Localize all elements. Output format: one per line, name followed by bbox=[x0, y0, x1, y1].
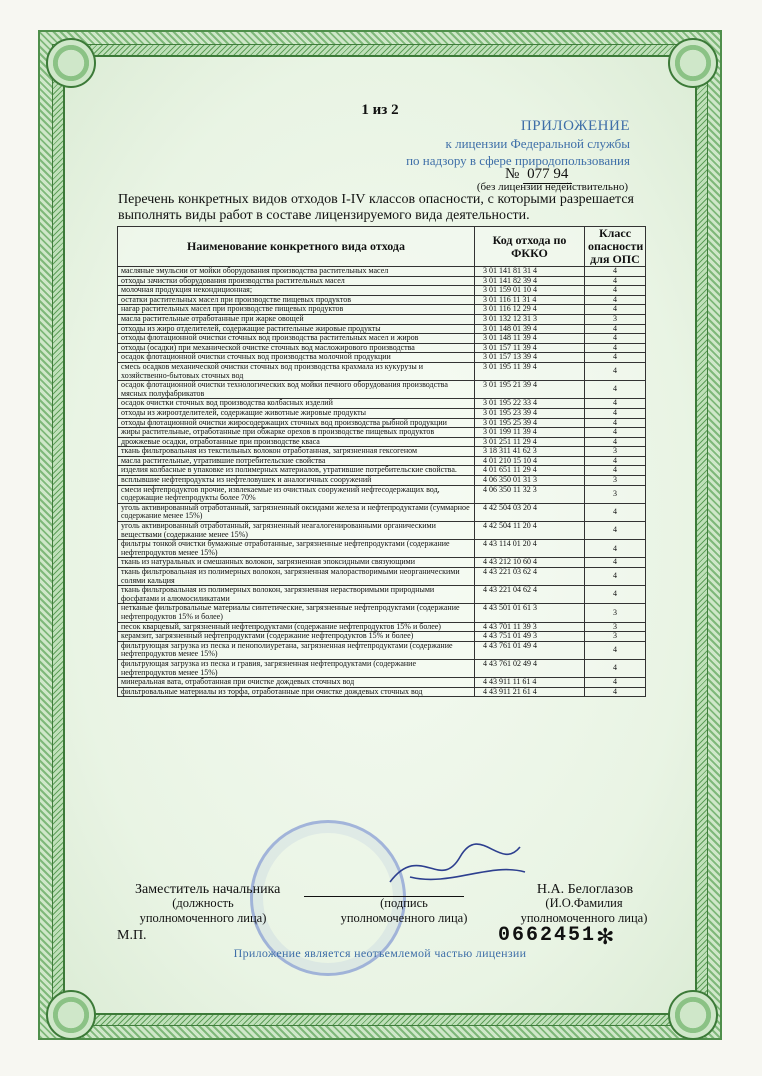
table-row bbox=[118, 641, 646, 659]
table-row bbox=[118, 659, 646, 677]
waste-code: 4 01 651 11 29 4 bbox=[475, 466, 585, 476]
number-sign: № bbox=[505, 166, 520, 182]
waste-code: 3 01 141 81 31 4 bbox=[475, 267, 585, 277]
table-row bbox=[118, 399, 646, 409]
name-caption bbox=[514, 896, 654, 926]
appendix-line-1: к лицензии Федеральной службы bbox=[445, 136, 630, 151]
table-row bbox=[118, 286, 646, 296]
waste-name: нетканые фильтровальные материалы синтетические, загрязненные нефтепродуктами (содержание нефтепродуктов 15% и более) bbox=[118, 604, 475, 622]
waste-code: 3 01 195 11 39 4 bbox=[475, 362, 585, 380]
table-row bbox=[118, 687, 646, 697]
waste-code: 4 43 761 01 49 4 bbox=[475, 641, 585, 659]
waste-name: масла растительные отработанные при жарке овощей bbox=[118, 314, 475, 324]
waste-code: 4 43 501 01 61 3 bbox=[475, 604, 585, 622]
table-body bbox=[118, 267, 646, 697]
column-header-code: Код отхода по ФККО bbox=[475, 227, 585, 267]
waste-code: 3 01 251 11 29 4 bbox=[475, 437, 585, 447]
page-number: 1 из 2 bbox=[361, 102, 399, 118]
waste-name: остатки растительных масел при производстве пищевых продуктов bbox=[118, 295, 475, 305]
hazard-class: 4 bbox=[585, 522, 646, 540]
waste-code: 4 43 911 11 61 4 bbox=[475, 678, 585, 688]
waste-name: всплывшие нефтепродукты из нефтеловушек и аналогичных сооружений bbox=[118, 476, 475, 486]
waste-name: нагар растительных масел при производстве пищевых продуктов bbox=[118, 305, 475, 315]
waste-name: осадок очистки сточных вод производства колбасных изделий bbox=[118, 399, 475, 409]
waste-code: 4 43 221 03 62 4 bbox=[475, 568, 585, 586]
hazard-class: 4 bbox=[585, 295, 646, 305]
waste-code: 4 42 504 03 20 4 bbox=[475, 503, 585, 521]
waste-code: 4 43 212 10 60 4 bbox=[475, 558, 585, 568]
signature-caption-1: (подпись bbox=[380, 896, 428, 910]
waste-code: 3 01 195 25 39 4 bbox=[475, 418, 585, 428]
hazard-class: 4 bbox=[585, 399, 646, 409]
footer-note: Приложение является неотъемлемой частью лицензии bbox=[233, 946, 527, 960]
waste-code: 4 06 350 11 32 3 bbox=[475, 485, 585, 503]
table-row bbox=[118, 540, 646, 558]
hazard-class: 4 bbox=[585, 353, 646, 363]
table-row bbox=[118, 586, 646, 604]
waste-code: 3 01 141 82 39 4 bbox=[475, 276, 585, 286]
waste-name: уголь активированный отработанный, загрязненный неагалогенированными органическими веществами (содержание менее 15%) bbox=[118, 522, 475, 540]
hazard-class: 4 bbox=[585, 586, 646, 604]
hazard-class: 3 bbox=[585, 622, 646, 632]
waste-name: фильтры тонкой очистки бумажные отработанные, загрязненные нефтепродуктами (содержание нефтепродуктов менее 15%) bbox=[118, 540, 475, 558]
waste-name: дрожжевые осадки, отработанные при производстве кваса bbox=[118, 437, 475, 447]
table-row bbox=[118, 632, 646, 642]
waste-name: ткань из натуральных и смешанных волокон, загрязненная эпоксидными связующими bbox=[118, 558, 475, 568]
seal-place-label: М.П. bbox=[117, 928, 147, 943]
waste-name: изделия колбасные в упаковке из полимерных материалов, утратившие потребительские свойства. bbox=[118, 466, 475, 476]
hazard-class: 4 bbox=[585, 466, 646, 476]
hazard-class: 3 bbox=[585, 604, 646, 622]
table-row bbox=[118, 408, 646, 418]
license-note: (без лицензии недействительно) bbox=[476, 181, 628, 193]
waste-name: отходы флотационной очистки сточных вод производства растительных масел и жиров bbox=[118, 334, 475, 344]
appendix-line-2: по надзору в сфере природопользования bbox=[406, 153, 630, 168]
waste-name: смесь осадков механической очистки сточных вод производства крахмала из кукурузы и хозяйственно-бытовых сточных вод bbox=[118, 362, 475, 380]
table-row bbox=[118, 604, 646, 622]
hazard-class: 3 bbox=[585, 485, 646, 503]
hazard-class: 4 bbox=[585, 334, 646, 344]
waste-code: 3 01 157 11 39 4 bbox=[475, 343, 585, 353]
table-row bbox=[118, 522, 646, 540]
waste-code: 3 01 132 12 31 3 bbox=[475, 314, 585, 324]
position-caption-1: (должность bbox=[172, 896, 234, 910]
waste-code: 4 43 761 02 49 4 bbox=[475, 659, 585, 677]
waste-code: 4 43 701 11 39 3 bbox=[475, 622, 585, 632]
star-mark: ✻ bbox=[596, 924, 615, 949]
waste-code: 4 43 221 04 62 4 bbox=[475, 586, 585, 604]
hazard-class: 4 bbox=[585, 659, 646, 677]
appendix-title: ПРИЛОЖЕНИЕ bbox=[520, 118, 630, 134]
waste-code: 3 01 195 22 33 4 bbox=[475, 399, 585, 409]
waste-code: 3 01 159 01 10 4 bbox=[475, 286, 585, 296]
license-number: 077 94 bbox=[523, 166, 572, 184]
table-row bbox=[118, 353, 646, 363]
table-row bbox=[118, 381, 646, 399]
hazard-class: 4 bbox=[585, 324, 646, 334]
hazard-class: 4 bbox=[585, 276, 646, 286]
table-row bbox=[118, 568, 646, 586]
waste-name: ткань фильтровальная из полимерных волокон, загрязненная нерастворимыми природными фосфатами и алюмосиликатами bbox=[118, 586, 475, 604]
table-row bbox=[118, 485, 646, 503]
hazard-class: 4 bbox=[585, 418, 646, 428]
waste-name: молочная продукция некондиционная; bbox=[118, 286, 475, 296]
table-row bbox=[118, 476, 646, 486]
waste-name: ткань фильтровальная из текстильных волокон отработанная, загрязненная гексогеном bbox=[118, 447, 475, 457]
hazard-class: 4 bbox=[585, 568, 646, 586]
table-row bbox=[118, 314, 646, 324]
table-row bbox=[118, 267, 646, 277]
waste-name: масляные эмульсии от мойки оборудования производства растительных масел bbox=[118, 267, 475, 277]
table-row bbox=[118, 334, 646, 344]
waste-code: 3 01 199 11 39 4 bbox=[475, 428, 585, 438]
waste-name: керамзит, загрязненный нефтепродуктами (содержание нефтепродуктов 15% и более) bbox=[118, 632, 475, 642]
table-row bbox=[118, 503, 646, 521]
waste-code: 3 18 311 41 62 3 bbox=[475, 447, 585, 457]
appendix-header bbox=[330, 118, 630, 169]
waste-name: жиры растительные, отработанные при обжарке орехов в производстве пищевых продуктов bbox=[118, 428, 475, 438]
hazard-class: 3 bbox=[585, 632, 646, 642]
waste-name: ткань фильтровальная из полимерных волокон, загрязненная малорастворимыми неорганическими солями кальция bbox=[118, 568, 475, 586]
hazard-class: 4 bbox=[585, 428, 646, 438]
position-caption bbox=[128, 896, 278, 926]
waste-name: отходы зачистки оборудования производства растительных масел bbox=[118, 276, 475, 286]
name-caption-2: уполномоченного лица) bbox=[520, 911, 648, 925]
table-row bbox=[118, 678, 646, 688]
waste-code: 3 01 148 11 39 4 bbox=[475, 334, 585, 344]
table-header-row bbox=[118, 227, 646, 267]
waste-code: 3 01 157 13 39 4 bbox=[475, 353, 585, 363]
waste-name: уголь активированный отработанный, загрязненный оксидами железа и нефтепродуктами (суммарное содержание менее 15%) bbox=[118, 503, 475, 521]
waste-code: 3 01 116 12 29 4 bbox=[475, 305, 585, 315]
waste-name: фильтровальные материалы из торфа, отработанные при очистке дождевых сточных вод bbox=[118, 687, 475, 697]
hazard-class: 4 bbox=[585, 267, 646, 277]
position-caption-2: уполномоченного лица) bbox=[139, 911, 267, 925]
waste-name: фильтрующая загрузка из песка и гравия, загрязненная нефтепродуктами (содержание нефтепродуктов менее 15%) bbox=[118, 659, 475, 677]
waste-code: 4 43 751 01 49 3 bbox=[475, 632, 585, 642]
column-header-class: Класс опасности для ОПС bbox=[585, 227, 646, 267]
waste-code: 3 01 195 21 39 4 bbox=[475, 381, 585, 399]
waste-name: минеральная вата, отработанная при очистке дождевых сточных вод bbox=[118, 678, 475, 688]
waste-name: отходы из жиро отделителей, содержащие растительные жировые продукты bbox=[118, 324, 475, 334]
hazard-class: 4 bbox=[585, 362, 646, 380]
hazard-class: 3 bbox=[585, 476, 646, 486]
waste-code: 3 01 195 23 39 4 bbox=[475, 408, 585, 418]
hazard-class: 4 bbox=[585, 305, 646, 315]
signature-caption-2: уполномоченного лица) bbox=[340, 911, 468, 925]
waste-name: осадок флотационной очистки технологических вод мойки печного оборудования производства мясных полуфабрикатов bbox=[118, 381, 475, 399]
table-row bbox=[118, 428, 646, 438]
hazard-class: 4 bbox=[585, 381, 646, 399]
hazard-class: 4 bbox=[585, 456, 646, 466]
waste-code: 3 01 148 01 39 4 bbox=[475, 324, 585, 334]
hazard-class: 4 bbox=[585, 286, 646, 296]
hazard-class: 3 bbox=[585, 314, 646, 324]
waste-table bbox=[117, 226, 646, 697]
hazard-class: 3 bbox=[585, 447, 646, 457]
hazard-class: 4 bbox=[585, 540, 646, 558]
waste-code: 4 06 350 01 31 3 bbox=[475, 476, 585, 486]
handwritten-signature bbox=[380, 832, 530, 902]
table-row bbox=[118, 447, 646, 457]
waste-name: отходы флотационной очистки жиросодержащих сточных вод производства рыбной продукции bbox=[118, 418, 475, 428]
waste-name: смеси нефтепродуктов прочие, извлекаемые из очистных сооружений нефтесодержащих вод, содержащие нефтепродукты более 70% bbox=[118, 485, 475, 503]
waste-code: 4 01 210 15 10 4 bbox=[475, 456, 585, 466]
serial-number: 0662451 bbox=[498, 924, 597, 947]
hazard-class: 4 bbox=[585, 408, 646, 418]
hazard-class: 4 bbox=[585, 503, 646, 521]
waste-name: осадок флотационной очистки сточных вод производства молочной продукции bbox=[118, 353, 475, 363]
waste-code: 4 42 504 11 20 4 bbox=[475, 522, 585, 540]
hazard-class: 4 bbox=[585, 678, 646, 688]
waste-name: отходы (осадки) при механической очистке сточных вод масложирового производства bbox=[118, 343, 475, 353]
waste-name: фильтрующая загрузка из песка и пенополиуретана, загрязненная нефтепродуктами (содержание нефтепродуктов менее 15%) bbox=[118, 641, 475, 659]
waste-name: отходы из жироотделителей, содержащие животные жировые продукты bbox=[118, 408, 475, 418]
waste-name: песок кварцевый, загрязненный нефтепродуктами (содержание нефтепродуктов 15% и более) bbox=[118, 622, 475, 632]
hazard-class: 4 bbox=[585, 687, 646, 697]
hazard-class: 4 bbox=[585, 343, 646, 353]
table-row bbox=[118, 362, 646, 380]
column-header-name: Наименование конкретного вида отхода bbox=[118, 227, 475, 267]
name-caption-1: (И.О.Фамилия bbox=[545, 896, 623, 910]
signature-caption bbox=[334, 896, 474, 926]
waste-code: 4 43 911 21 61 4 bbox=[475, 687, 585, 697]
intro-paragraph: Перечень конкретных видов отходов I-IV классов опасности, с которыми разрешается выполнять виды работ в составе лицензируемого вида деятельности. bbox=[118, 192, 634, 223]
hazard-class: 4 bbox=[585, 558, 646, 568]
waste-name: масла растительные, утратившие потребительские свойства bbox=[118, 456, 475, 466]
signer-position: Заместитель начальника bbox=[135, 882, 281, 897]
signer-name: Н.А. Белоглазов bbox=[536, 882, 634, 897]
hazard-class: 4 bbox=[585, 641, 646, 659]
hazard-class: 4 bbox=[585, 437, 646, 447]
waste-code: 3 01 116 11 31 4 bbox=[475, 295, 585, 305]
waste-code: 4 43 114 01 20 4 bbox=[475, 540, 585, 558]
